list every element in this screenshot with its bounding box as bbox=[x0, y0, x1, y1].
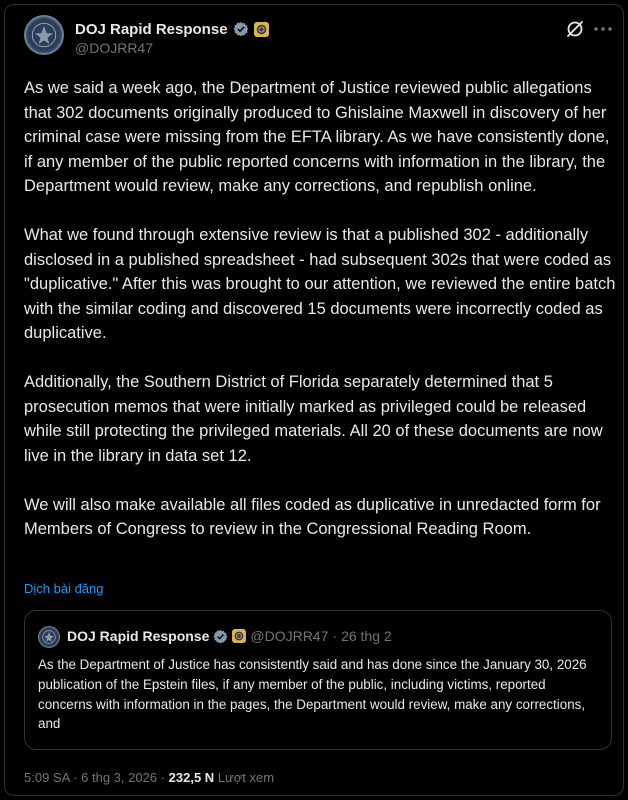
post-text bbox=[24, 76, 620, 542]
post-date[interactable]: 6 thg 3, 2026 bbox=[81, 770, 158, 785]
author-name[interactable]: DOJ Rapid Response bbox=[75, 20, 228, 38]
grok-icon[interactable] bbox=[565, 19, 585, 39]
views-count[interactable]: 232,5 N bbox=[168, 770, 215, 785]
post-paragraph: Additionally, the Southern District of Florida separately determined that 5 prosecution memos that were initially marked as privileged could be released while still protecting the privileged materials. All 20 of these documents are now live in the library in data set 12. bbox=[24, 373, 603, 465]
post-paragraph: We will also make available all files coded as duplicative in unredacted form for Members of Congress to review in the Congressional Reading Room. bbox=[24, 495, 601, 538]
affiliate-badge-icon[interactable] bbox=[254, 22, 269, 37]
author-row bbox=[75, 19, 269, 39]
translate-post-link[interactable]: Dịch bài đăng bbox=[24, 581, 104, 596]
quoted-handle: @DOJRR47 bbox=[250, 628, 329, 644]
meta-separator: · bbox=[73, 770, 78, 785]
verified-badge-icon bbox=[213, 629, 228, 644]
views-label: Lượt xem bbox=[217, 770, 275, 785]
quoted-post[interactable] bbox=[24, 610, 612, 750]
meta-separator: · bbox=[160, 770, 166, 785]
quoted-avatar bbox=[38, 626, 60, 648]
author-handle[interactable]: @DOJRR47 bbox=[75, 40, 154, 56]
quoted-text: As the Department of Justice has consistently said and has done since the January 30, 2026 publication of the Epstein files, if any member of the public, including victims, reported concerns with information in the pages, the Department would review, make any corrections, and bbox=[38, 657, 587, 732]
quoted-date: 26 thg 2 bbox=[341, 628, 392, 644]
verified-badge-icon bbox=[233, 21, 249, 37]
post-paragraph: As we said a week ago, the Department of Justice reviewed public allegations that 302 documents originally produced to Ghislaine Maxwell in discovery of her criminal case were missing from the EFTA library. As we have consistently done, if any member of the public reported concerns with information in the library, the Department would review, make any corrections, and republish online. bbox=[24, 79, 610, 195]
quoted-header bbox=[67, 628, 392, 644]
avatar[interactable] bbox=[24, 15, 64, 55]
tweet-card bbox=[4, 4, 624, 796]
quoted-separator: · bbox=[332, 628, 338, 644]
post-time[interactable]: 5:09 SA bbox=[24, 770, 70, 785]
affiliate-badge-icon bbox=[232, 629, 246, 643]
post-paragraph: What we found through extensive review is that a published 302 - additionally disclosed in a published spreadsheet - had subsequent 302s that were coded as "duplicative." After this was brought to our attention, we reviewed the entire batch with the similar coding and discovered 15 documents were incorrectly coded as duplicative. bbox=[24, 226, 616, 342]
quoted-author-name: DOJ Rapid Response bbox=[67, 628, 210, 644]
post-meta bbox=[24, 770, 274, 785]
more-icon[interactable] bbox=[593, 21, 613, 37]
